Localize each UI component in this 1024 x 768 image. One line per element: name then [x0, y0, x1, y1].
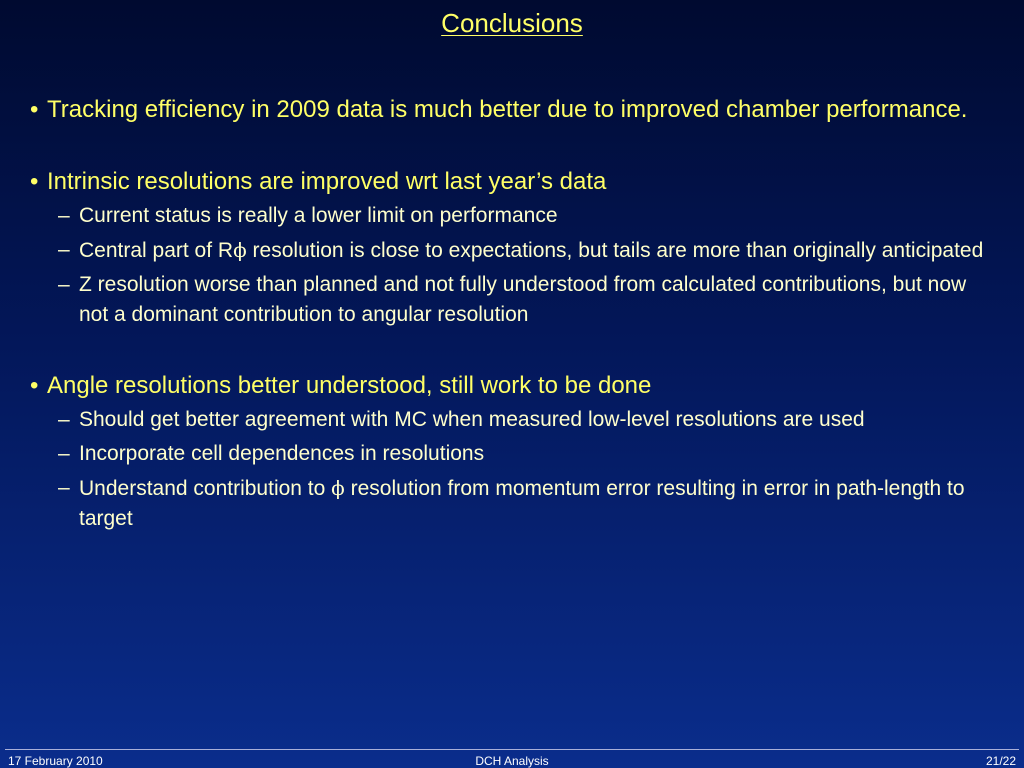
sub-bullet-list: [30, 405, 1000, 534]
sub-bullet-text-start: Central part of R: [79, 239, 234, 262]
dash-marker: –: [58, 476, 70, 499]
sub-bullet-text-start: Understand contribution to: [79, 477, 332, 500]
footer-date: 17 February 2010: [8, 754, 103, 768]
sub-bullet-z-resolution: [30, 270, 1000, 330]
bullet-text: Intrinsic resolutions are improved wrt last year’s data: [47, 168, 607, 195]
bullet-text: Tracking efficiency in 2009 data is much better due to improved chamber performance.: [47, 96, 968, 123]
sub-bullet-phi-contribution: [30, 473, 1000, 534]
bullet-angle-resolutions: [30, 368, 1000, 403]
dash-marker: –: [58, 442, 70, 465]
sub-bullet-current-status: [30, 201, 1000, 231]
phi-symbol: ϕ: [331, 476, 345, 500]
footer-divider: [5, 749, 1019, 750]
dash-marker: –: [58, 204, 70, 227]
sub-bullet-text-end: resolution from momentum error resulting in error in path-length to target: [79, 477, 965, 530]
bullet-tracking-efficiency: [30, 92, 1000, 127]
slide-title: Conclusions: [441, 8, 583, 38]
sub-bullet-list: [30, 201, 1000, 330]
sub-bullet-text: Incorporate cell dependences in resolutions: [79, 442, 485, 465]
dash-marker: –: [58, 408, 70, 431]
sub-bullet-text: Z resolution worse than planned and not fully understood from calculated contributions, but now not a dominant contribution to angular resolution: [79, 273, 967, 326]
dash-marker: –: [58, 273, 70, 296]
sub-bullet-text: Should get better agreement with MC when measured low-level resolutions are used: [79, 408, 865, 431]
bullet-group-tracking: [30, 92, 1000, 127]
bullet-marker: •: [30, 96, 39, 123]
bullet-intrinsic-resolutions: [30, 164, 1000, 199]
phi-symbol: ϕ: [233, 238, 247, 262]
footer-page-number: 21/22: [985, 754, 1016, 768]
bullet-marker: •: [30, 372, 39, 399]
dash-marker: –: [58, 238, 70, 261]
bullet-marker: •: [30, 168, 39, 195]
slide-content: [30, 92, 1000, 538]
sub-bullet-cell-dependences: [30, 439, 1000, 469]
sub-bullet-mc-agreement: [30, 405, 1000, 435]
sub-bullet-text-end: resolution is close to expectations, but tails are more than originally anticipated: [246, 239, 984, 262]
bullet-group-angle: [30, 368, 1000, 534]
sub-bullet-text: Current status is really a lower limit on performance: [79, 204, 558, 227]
bullet-group-intrinsic: [30, 164, 1000, 330]
bullet-text: Angle resolutions better understood, still work to be done: [47, 372, 652, 399]
sub-bullet-central-part: [30, 235, 1000, 266]
footer-title: DCH Analysis: [475, 754, 549, 768]
